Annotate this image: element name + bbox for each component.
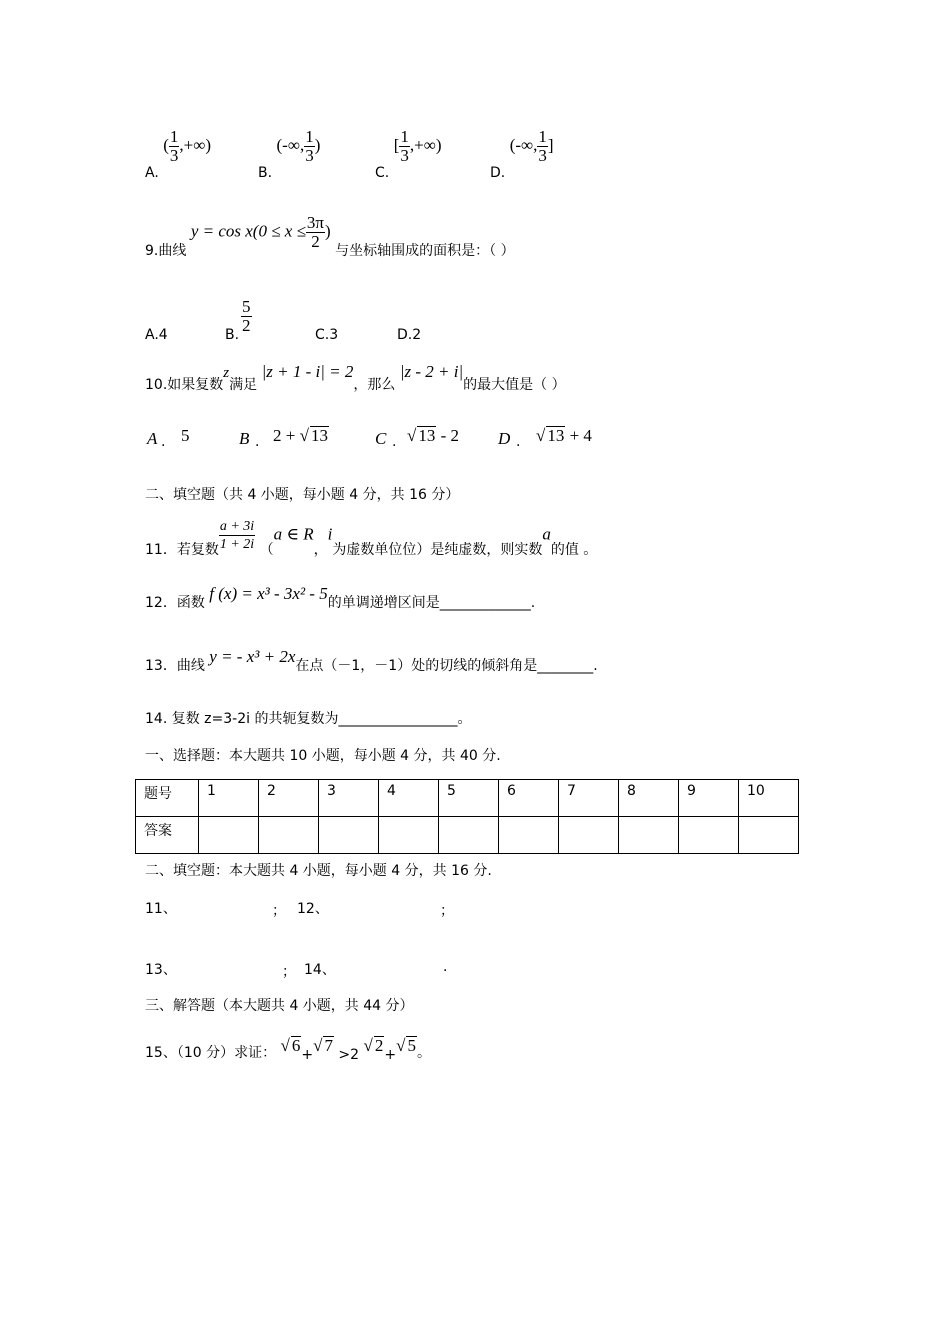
option-expr-rest: ,+∞) (409, 135, 442, 155)
q12-suffix: 的单调递增区间是_____________. (327, 595, 536, 611)
section-2-header: 二、填空题（共 4 小题，每小题 4 分，共 16 分） (145, 487, 460, 503)
table-cell: 3 (319, 780, 379, 817)
q9-option-c: C.3 (315, 327, 339, 343)
q13-prefix: 13．曲线 (145, 658, 205, 674)
option-label: C. (375, 164, 390, 181)
q10-option-c-label: C (375, 429, 387, 448)
option-fraction: $\frac{1}{3}$ (538, 127, 547, 165)
fill-label-11: 11、 (145, 901, 177, 917)
answer-cell[interactable] (679, 817, 739, 854)
q9-expr-pre: y = cos x(0 ≤ x ≤ (190, 221, 306, 241)
fill-label-12: 12、 (297, 901, 329, 917)
answer-section-1-header: 一、选择题：本大题共 10 小题，每小题 4 分，共 40 分. (145, 748, 501, 764)
q8-option-a (145, 127, 212, 181)
option-fraction: $\frac{1}{3}$ (400, 127, 409, 165)
q9-options (145, 296, 465, 346)
q10-option-a-label: A (147, 429, 158, 448)
q12-prefix: 12．函数 (145, 595, 205, 611)
question-10 (145, 362, 566, 393)
question-14: 14. 复数 z=3-2i 的共轭复数为_________________。 (145, 711, 472, 727)
question-11 (145, 518, 598, 558)
q10-mid1: 满足 (229, 377, 258, 393)
table-cell: 1 (199, 780, 259, 817)
answer-cell[interactable] (619, 817, 679, 854)
answer-cell[interactable] (439, 817, 499, 854)
table-cell: 5 (439, 780, 499, 817)
option-label: B. (258, 164, 273, 181)
q10-option-b-label: B (239, 429, 250, 448)
table-cell: 9 (679, 780, 739, 817)
table-row-answers (136, 817, 799, 854)
fill-end: ； (440, 903, 454, 919)
q15-rad-3: √ 2 (363, 1036, 384, 1055)
q9-option-b-label: B. (225, 327, 240, 343)
answer-cell[interactable] (379, 817, 439, 854)
q15-rad-2: √ 7 (313, 1036, 333, 1055)
table-header-cell: 题号 (136, 780, 199, 817)
answer-section-2-header: 二、填空题：本大题共 4 小题，每小题 4 分，共 16 分. (145, 863, 492, 879)
q11-fraction: $\frac{a + 3i}{1 + 2i}$ (219, 519, 255, 552)
q9-expr-post: ) (325, 221, 331, 241)
option-fraction: $\frac{1}{3}$ (305, 127, 314, 165)
q11-prefix: 11．若复数 (145, 541, 219, 558)
q9-suffix: 与坐标轴围成的面积是：（ ） (335, 242, 515, 259)
table-cell: 10 (739, 780, 799, 817)
q10-option-c-dot: . (392, 434, 397, 450)
q10-option-c-expr: √ 13 - 2 (407, 426, 460, 445)
table-row-numbers (136, 780, 799, 817)
answer-cell[interactable] (499, 817, 559, 854)
q10-prefix: 10.如果复数 (145, 377, 224, 393)
option-expr-rest: ] (547, 135, 554, 155)
q8-option-c (375, 127, 442, 181)
q9-option-a: A.4 (145, 327, 168, 343)
table-cell: 8 (619, 780, 679, 817)
q15-rad-4: √ 5 (396, 1036, 416, 1055)
table-cell: 4 (379, 780, 439, 817)
q10-options (145, 424, 615, 454)
q15-plus: + (301, 1047, 314, 1063)
q15-plus: + (384, 1047, 397, 1063)
q9-option-b-fraction: $\frac{5}{2}$ (242, 297, 251, 335)
q11-cond-a: a ∈ R (273, 524, 314, 544)
q12-expr: f (x) = x³ - 3x² - 5 (209, 584, 328, 603)
table-cell: 7 (559, 780, 619, 817)
q10-condition: |z + 1 - i| = 2 (261, 362, 354, 381)
q10-var: z (223, 365, 230, 381)
table-cell: 2 (259, 780, 319, 817)
option-expr-rest: ) (314, 135, 321, 155)
question-9 (145, 213, 515, 259)
q9-option-d: D.2 (397, 327, 422, 343)
option-expr-open: [ (393, 135, 400, 155)
q10-option-d-expr: √ 13 + 4 (536, 426, 592, 445)
q11-suffix: 的值 。 (550, 541, 598, 558)
section-3-header: 三、解答题（本大题共 4 小题，共 44 分） (145, 998, 414, 1014)
q13-suffix: 在点（－1，－1）处的切线的倾斜角是________. (295, 658, 598, 674)
q10-option-d-dot: . (516, 434, 521, 450)
option-expr-rest: ,+∞) (179, 135, 212, 155)
question-13 (145, 647, 598, 674)
q9-fraction: $\frac{3\pi}{2}$ (306, 213, 324, 251)
answer-cell[interactable] (319, 817, 379, 854)
q15-gt: >2 (338, 1047, 360, 1063)
table-cell: 6 (499, 780, 559, 817)
fill-sep: ； (272, 903, 286, 919)
q11-paren: （ (259, 541, 274, 558)
q15-rad-1: √ 6 (280, 1036, 301, 1055)
q8-option-d (490, 127, 554, 181)
option-expr-pre: (-∞, (509, 135, 538, 155)
option-label: D. (490, 164, 506, 181)
q11-cond-i: i (327, 524, 333, 544)
option-expr-open: ( (163, 135, 169, 155)
q11-var-a: a (542, 524, 551, 544)
table-header-cell: 答案 (136, 817, 199, 854)
fill-label-14: 14、 (304, 962, 336, 978)
fill-sep: ； (282, 964, 296, 980)
q10-option-d-label: D (498, 429, 511, 448)
q10-target: |z - 2 + i| (399, 362, 464, 381)
answer-cell[interactable] (199, 817, 259, 854)
fill-line-1 (145, 898, 465, 918)
q9-prefix: 9.曲线 (145, 242, 187, 259)
question-15 (145, 1036, 431, 1063)
fill-label-13: 13、 (145, 962, 177, 978)
option-fraction: $\frac{1}{3}$ (169, 127, 179, 165)
q10-mid2: ，那么 (353, 377, 396, 393)
answer-table (135, 779, 799, 854)
q15-prefix: 15、（10 分）求证： (145, 1045, 277, 1061)
option-expr-pre: (-∞, (276, 135, 305, 155)
q10-option-a-value: 5 (181, 426, 190, 445)
answer-cell[interactable] (259, 817, 319, 854)
answer-cell[interactable] (739, 817, 799, 854)
q8-option-b (258, 127, 321, 181)
fill-line-2 (145, 959, 465, 979)
q11-mid: 为虚数单位位）是纯虚数，则实数 (332, 541, 543, 558)
q11-comma: ， (313, 541, 328, 558)
q10-option-a-dot: . (161, 434, 166, 450)
question-12 (145, 584, 536, 611)
option-label: A. (145, 164, 159, 181)
q10-suffix: 的最大值是（ ） (463, 377, 566, 393)
fill-end: . (443, 959, 448, 975)
q10-option-b-expr: 2 + √ 13 (273, 426, 328, 445)
q13-expr: y = - x³ + 2x (209, 647, 296, 666)
q10-option-b-dot: . (255, 434, 260, 450)
answer-cell[interactable] (559, 817, 619, 854)
q15-end: 。 (416, 1045, 431, 1061)
